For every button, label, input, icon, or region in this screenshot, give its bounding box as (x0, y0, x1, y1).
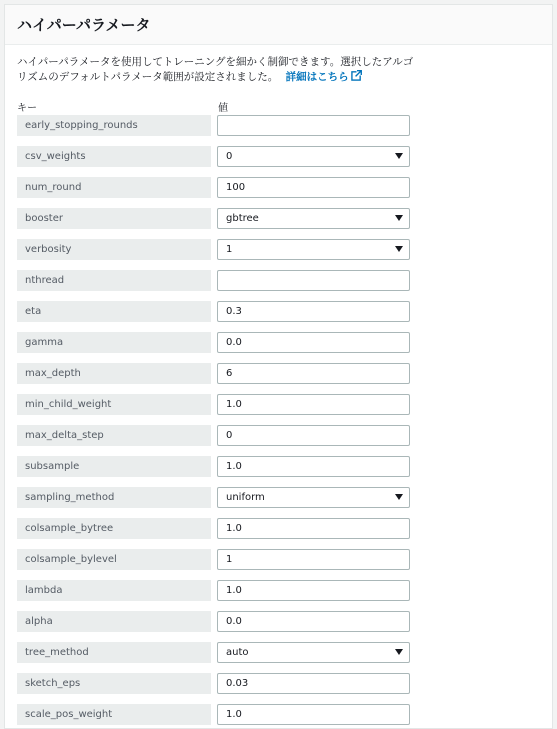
hyperparameter-input[interactable] (217, 518, 410, 539)
hyperparameter-key: sketch_eps (17, 673, 211, 694)
panel-description (17, 55, 417, 85)
hyperparameter-row (17, 270, 417, 292)
hyperparameter-key: num_round (17, 177, 211, 198)
hyperparameter-value: 0.03 (226, 678, 249, 689)
hyperparameter-value: 1.0 (226, 523, 242, 534)
hyperparameter-input[interactable] (217, 673, 410, 694)
hyperparameter-row (17, 301, 417, 323)
key-column-header: キー (17, 103, 37, 114)
hyperparameter-select[interactable] (217, 146, 410, 167)
hyperparameter-value: 1.0 (226, 399, 242, 410)
hyperparameter-input[interactable] (217, 301, 410, 322)
hyperparameter-row (17, 642, 417, 664)
hyperparameter-row (17, 177, 417, 199)
hyperparameter-key: colsample_bylevel (17, 549, 211, 570)
external-link-icon (351, 70, 362, 81)
hyperparameter-input[interactable] (217, 456, 410, 477)
hyperparameter-row (17, 363, 417, 385)
hyperparameter-select[interactable] (217, 487, 410, 508)
hyperparameter-key: max_delta_step (17, 425, 211, 446)
hyperparameter-select[interactable] (217, 239, 410, 260)
hyperparameter-input[interactable] (217, 115, 410, 136)
hyperparameter-key: sampling_method (17, 487, 211, 508)
hyperparameter-row (17, 208, 417, 230)
hyperparameter-input[interactable] (217, 611, 410, 632)
hyperparameter-value: 0.3 (226, 306, 242, 317)
hyperparameter-key: tree_method (17, 642, 211, 663)
hyperparameter-input[interactable] (217, 580, 410, 601)
hyperparameter-select[interactable] (217, 642, 410, 663)
hyperparameter-input[interactable] (217, 332, 410, 353)
hyperparameter-key: gamma (17, 332, 211, 353)
panel-header (5, 5, 552, 45)
learn-more-label: 詳細はこちら (285, 71, 349, 83)
hyperparameter-key: csv_weights (17, 146, 211, 167)
hyperparameter-key: scale_pos_weight (17, 704, 211, 725)
hyperparameter-key: max_depth (17, 363, 211, 384)
hyperparameter-value: 6 (226, 368, 233, 379)
hyperparameter-input[interactable] (217, 177, 410, 198)
learn-more-link[interactable] (286, 71, 362, 83)
caret-down-icon (395, 215, 403, 221)
hyperparameter-value: 1.0 (226, 585, 242, 596)
hyperparameter-key: lambda (17, 580, 211, 601)
hyperparameter-value: 0 (226, 430, 233, 441)
hyperparameter-row (17, 580, 417, 602)
description-text: ハイパーパラメータを使用してトレーニングを細かく制御できます。選択したアルゴリズムのデフォルトパラメータ範囲が設定されました。 (17, 56, 414, 83)
hyperparameter-row (17, 611, 417, 633)
hyperparameter-row (17, 518, 417, 540)
hyperparameter-row (17, 394, 417, 416)
caret-down-icon (395, 494, 403, 500)
hyperparameter-input[interactable] (217, 394, 410, 415)
hyperparameter-key: min_child_weight (17, 394, 211, 415)
hyperparameter-value: 1.0 (226, 709, 242, 720)
caret-down-icon (395, 153, 403, 159)
hyperparameter-value: uniform (226, 492, 265, 503)
hyperparameter-row (17, 239, 417, 261)
caret-down-icon (395, 649, 403, 655)
hyperparameter-key: eta (17, 301, 211, 322)
hyperparameter-row (17, 146, 417, 168)
hyperparameter-value: 1.0 (226, 461, 242, 472)
hyperparameter-value: 1 (226, 554, 233, 565)
hyperparameter-value: 0.0 (226, 337, 242, 348)
hyperparameter-value: auto (226, 647, 249, 658)
hyperparameter-row (17, 549, 417, 571)
hyperparameter-input[interactable] (217, 704, 410, 725)
hyperparameter-row (17, 704, 417, 726)
hyperparameter-key: alpha (17, 611, 211, 632)
hyperparameter-row (17, 456, 417, 478)
hyperparameter-key: subsample (17, 456, 211, 477)
hyperparameter-key: colsample_bytree (17, 518, 211, 539)
hyperparameter-row (17, 673, 417, 695)
hyperparameter-row (17, 487, 417, 509)
hyperparameter-key: nthread (17, 270, 211, 291)
panel-title: ハイパーパラメータ (17, 16, 151, 34)
hyperparameter-row (17, 115, 417, 137)
hyperparameter-input[interactable] (217, 425, 410, 446)
hyperparameter-row (17, 332, 417, 354)
hyperparameter-key: verbosity (17, 239, 211, 260)
hyperparameter-select[interactable] (217, 208, 410, 229)
hyperparameter-input[interactable] (217, 270, 410, 291)
hyperparameter-key: early_stopping_rounds (17, 115, 211, 136)
hyperparameter-value: gbtree (226, 213, 259, 224)
hyperparameter-key: booster (17, 208, 211, 229)
hyperparameters-panel (4, 4, 553, 729)
hyperparameter-input[interactable] (217, 363, 410, 384)
hyperparameter-value: 0 (226, 151, 233, 162)
hyperparameter-input[interactable] (217, 549, 410, 570)
hyperparameter-row (17, 425, 417, 447)
value-column-header: 値 (218, 103, 228, 114)
caret-down-icon (395, 246, 403, 252)
hyperparameter-value: 0.0 (226, 616, 242, 627)
hyperparameter-value: 1 (226, 244, 233, 255)
hyperparameter-value: 100 (226, 182, 246, 193)
